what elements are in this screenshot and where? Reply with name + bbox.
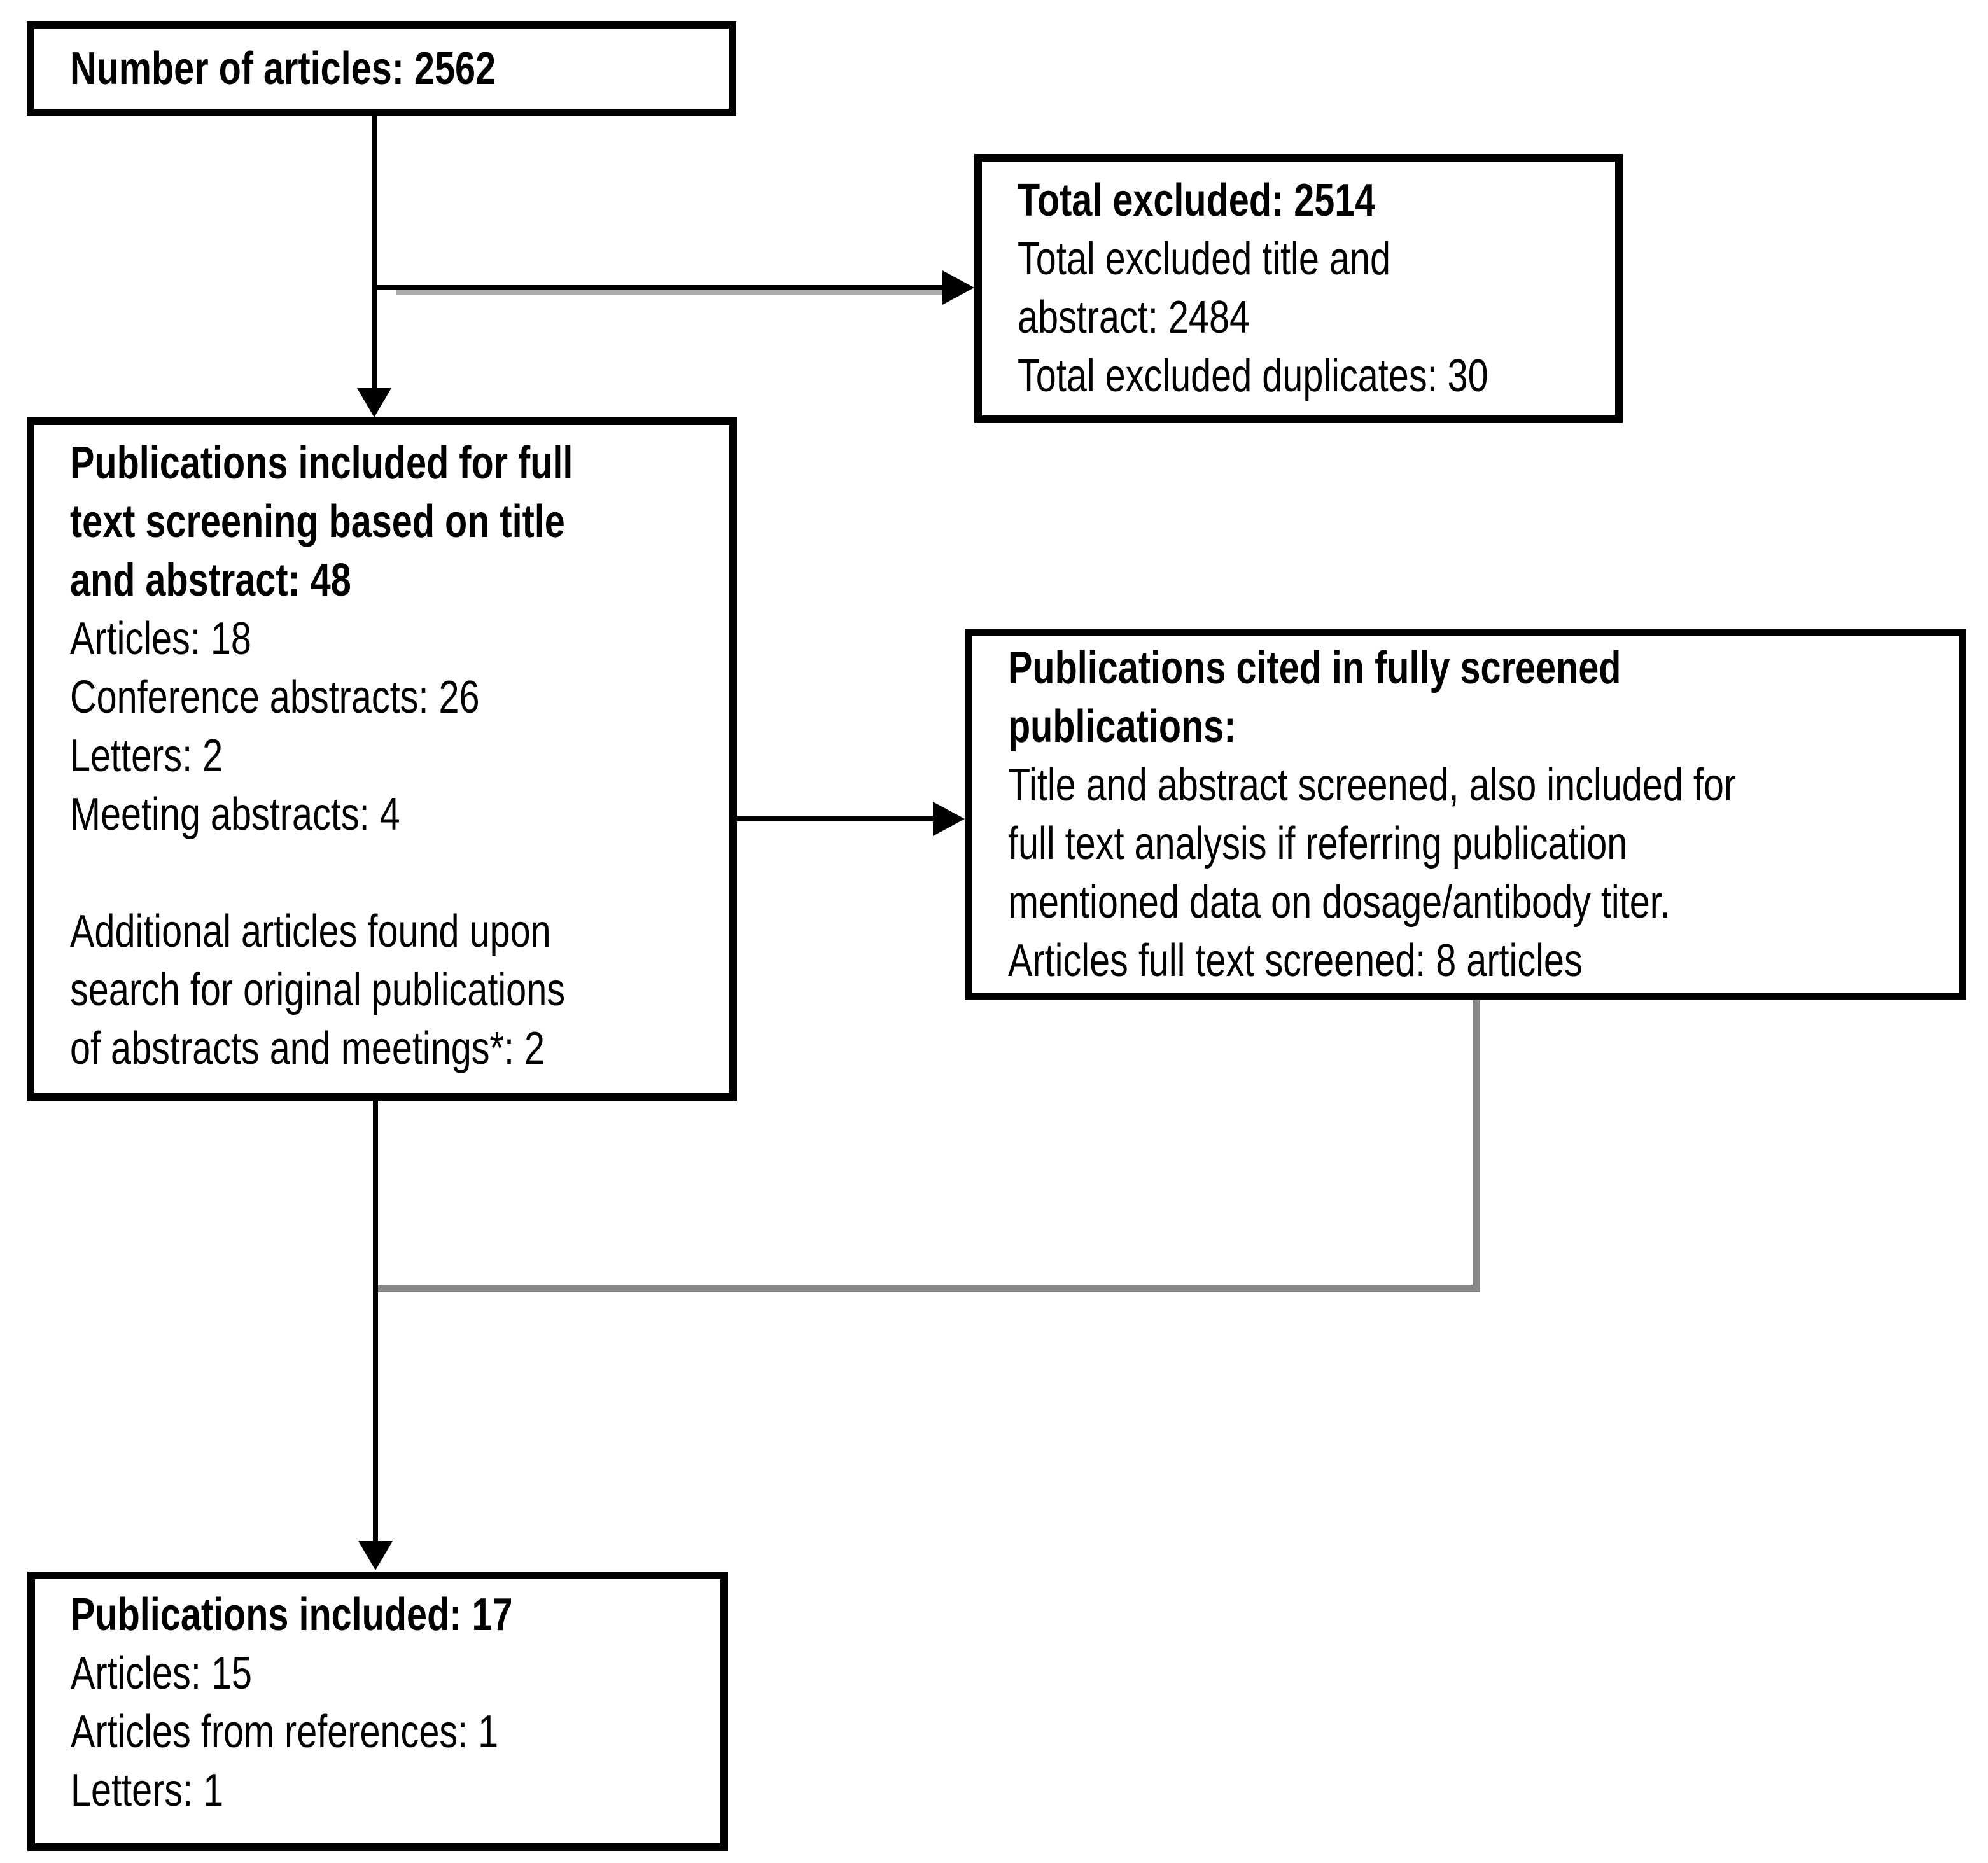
connector-cited-return-horizontal <box>375 1285 1480 1292</box>
box-full-text-screening <box>27 417 737 1101</box>
box-cited-publications-line: Publications cited in fully screened <box>1008 643 1621 694</box>
box-cited-publications-line: Title and abstract screened, also included for <box>1008 760 1737 811</box>
connector-screening-to-cited <box>737 816 934 821</box>
box-full-text-screening-line: Additional articles found upon <box>70 906 551 957</box>
box-excluded-line: Total excluded title and <box>1018 234 1390 284</box>
box-full-text-screening-line: search for original publications <box>70 965 566 1015</box>
box-articles-identified <box>27 21 736 116</box>
connector-cited-return-vertical <box>1473 1000 1480 1292</box>
box-full-text-screening-line: and abstract: 48 <box>70 555 351 606</box>
box-full-text-screening-line: Conference abstracts: 26 <box>70 672 480 723</box>
box-cited-publications-line: publications: <box>1008 701 1236 752</box>
box-excluded-line: abstract: 2484 <box>1018 292 1250 343</box>
box-included-line: Articles: 15 <box>71 1648 252 1699</box>
connector-to-excluded <box>374 285 944 290</box>
box-cited-publications-line: Articles full text screened: 8 articles <box>1008 935 1583 986</box>
box-included-line: Articles from references: 1 <box>71 1706 499 1757</box>
box-included <box>27 1572 728 1851</box>
box-cited-publications <box>965 629 1966 1000</box>
box-cited-publications-line: mentioned data on dosage/antibody titer. <box>1008 877 1670 928</box>
arrowhead-right-cited-icon <box>933 802 965 836</box>
box-articles-identified-line: Number of articles: 2562 <box>70 43 496 94</box>
arrowhead-down-included-icon <box>358 1541 393 1570</box>
box-full-text-screening-line: of abstracts and meetings*: 2 <box>70 1023 545 1074</box>
box-excluded-line: Total excluded duplicates: 30 <box>1018 351 1488 401</box>
box-full-text-screening-blank-line <box>70 844 591 902</box>
box-included-line: Publications included: 17 <box>71 1589 513 1640</box>
box-full-text-screening-line: Meeting abstracts: 4 <box>70 789 400 840</box>
box-cited-publications-line: full text analysis if referring publication <box>1008 818 1628 869</box>
connector-screening-to-included <box>373 1101 378 1541</box>
box-full-text-screening-line: text screening based on title <box>70 496 565 547</box>
box-full-text-screening-line: Letters: 2 <box>70 730 223 781</box>
box-included-line: Letters: 1 <box>71 1765 224 1816</box>
connector-to-excluded-shadow <box>396 290 953 295</box>
box-full-text-screening-line: Publications included for full <box>70 438 573 489</box>
arrowhead-down-screening-icon <box>357 388 391 417</box>
box-full-text-screening-line: Articles: 18 <box>70 613 251 664</box>
box-excluded <box>974 154 1623 423</box>
box-excluded-line: Total excluded: 2514 <box>1018 175 1376 226</box>
connector-articles-to-screening <box>372 116 377 389</box>
arrowhead-right-excluded-icon <box>942 270 974 305</box>
